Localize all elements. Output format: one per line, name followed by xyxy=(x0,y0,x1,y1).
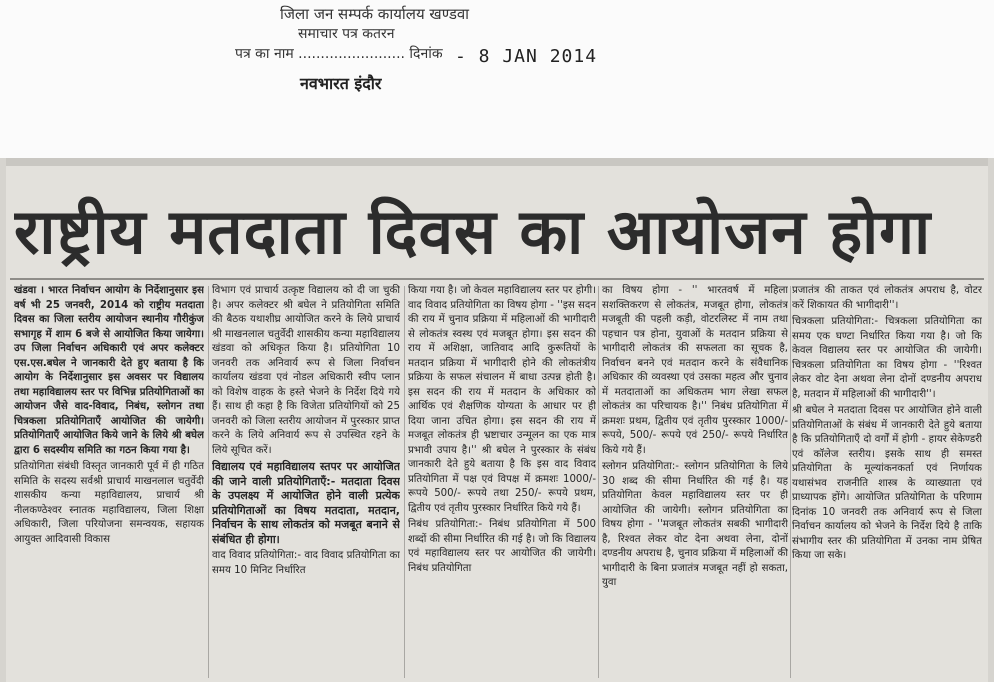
paragraph: किया गया है। जो केवल महाविद्यालय स्तर पर होगी। वाद विवाद प्रतियोगिता का विषय होगा - ''इस सदन की राय में चुनाव प्रक्रिया में महिलाओं की भागीदारी से लोकतंत्र स्वस्थ एवं मजबूत होगा। इस सदन की राय में अशिक्षा, जातिवाद आदि कुरूतियों के मतदान प्रक्रिया में भागीदारी होने की लोकतंत्रीय प्रक्रिया के सफल संचालन में बाधा उत्पन्न होती है। इस सदन की राय में मतदान के अधिकार को आर्थिक एवं शैक्षणिक योग्यता के आधार पर ही दिया जाना उचित होगा। इस सदन की राय में मजबूत लोकतंत्र ही भ्रष्टाचार उन्मूलन का एक मात्र प्रभावी उपाय है।'' श्री बघेल ने पुरस्कार के संबंध जानकारी देते हुये बताया है कि इस वाद विवाद प्रतियोगिता में पक्ष एवं विपक्ष में क्रमशः 1000/- रूपये 500/- रूपये तथा 250/- रूपये प्रथम, द्वितीय एवं तृतीय पुरस्कार निर्धारित किये गये हैं। xyxy=(408,285,596,514)
column-3 xyxy=(408,284,596,680)
column-divider xyxy=(790,286,791,678)
top-rule xyxy=(6,158,988,166)
paragraph: निबंध प्रतियोगिता:- निबंध प्रतियोगिता में 500 शब्दों की सीमा निर्धारित की गई है। जो कि विद्यालय एवं महाविद्यालय स्तर पर आयोजित की जायेगी। निबंध प्रतियोगिता xyxy=(408,519,596,574)
column-divider xyxy=(404,286,405,678)
paragraph: चित्रकला प्रतियोगिता:- चित्रकला प्रतियोगिता का समय एक घण्टा निर्धारित किया गया है। जो कि केवल विद्यालय स्तर पर आयोजित की जायेगी। चित्रकला प्रतियोगिता का विषय होगा - ''रिश्वत लेकर वोट देना अथवा लेना दोनों दण्डनीय अपराध है, मतदान में महिलाओं की भागीदारी''। xyxy=(792,316,982,400)
paragraph: का विषय होगा - '' भारतवर्ष में महिला सशक्तिकरण से लोकतंत्र, मजबूत होगा, लोकतंत्र मजबूती की पहली कड़ी, वोटरलिस्ट में नाम तथा पहचान पत्र होना, युवाओं के मतदान प्रक्रिया से भागीदारी लोकतंत्र की सफलता का सूचक है, निर्वाचन बनने एवं मतदान करने के संवैधानिक अधिकार की व्यवस्था एवं उसका महत्व और चुनाव में मतदाताओं का अधिकतम भाग लेखा सफल लोकतंत्र का परिचायक है।'' निबंध प्रतियोगिता में क्रमशः प्रथम, द्वितीय एवं तृतीय पुरस्कार 1000/- रूपये, 500/- रूपये एवं 250/- रूपये निर्धारित किये गये हैं। xyxy=(602,285,788,456)
headline: राष्ट्रीय मतदाता दिवस का आयोजन होगा xyxy=(14,195,932,268)
column-2 xyxy=(212,284,400,680)
headline-rule xyxy=(10,278,984,280)
paragraph: प्रजातंत्र की ताकत एवं लोकतंत्र अपराध है, वोटर करें शिकायत की भागीदारी''। xyxy=(792,285,982,311)
office-name: जिला जन सम्पर्क कार्यालय खण्डवा xyxy=(280,5,470,23)
column-5 xyxy=(792,284,982,680)
stamp-date: - 8 JAN 2014 xyxy=(455,46,598,67)
paragraph: वाद विवाद प्रतियोगिता:- वाद विवाद प्रतियोगिता का समय 10 मिनिट निर्धारित xyxy=(212,550,400,576)
clipping-label: समाचार पत्र कतरन xyxy=(298,26,395,42)
paragraph: स्लोगन प्रतियोगिता:- स्लोगन प्रतियोगिता के लिये 30 शब्द की सीमा निर्धारित की गई है। यह प्रतियोगिता केवल महाविद्यालय स्तर पर ही आयोजित की जायेगी। स्लोगन प्रतियोगिता का विषय होगा - ''मजबूत लोकतंत्र सबकी भागीदारी है, रिश्वत लेकर वोट देना अथवा लेना, दोनों दण्डनीय अपराध है, चुनाव प्रक्रिया में महिलाओं की भागीदारी के बिना प्रजातंत्र मजबूत नहीं हो सकता, युवा xyxy=(602,461,788,588)
column-4 xyxy=(602,284,788,680)
column-divider xyxy=(598,286,599,678)
paper-field: पत्र का नाम ........................ दिनांक xyxy=(235,46,443,62)
section-paragraph: विद्यालय एवं महाविद्यालय स्तपर पर आयोजित की जाने वाली प्रतियोगिताएँ:- मतदाता दिवस के उपलक्ष्य में आयोजित होने वाली प्रत्येक प्रतियोगिताओं का विषय मतदाता, मतदान, निर्वाचन के साथ लोकतंत्र को मजबूत बनाने से संबंधित ही होगा। xyxy=(212,460,400,546)
column-divider xyxy=(208,286,209,678)
clipping-paper xyxy=(6,158,988,682)
paragraph: खंडवा । भारत निर्वाचन आयोग के निर्देशानुसार इस वर्ष भी 25 जनवरी, 2014 को राष्ट्रीय मतदाता दिवस का जिला स्तरीय आयोजन स्थानीय गौरीकुंज सभागृह में शाम 6 बजे से आयोजित किया जायेगा। उप जिला निर्वाचन अधिकारी एवं अपर कलेक्टर एस.एस.बघेल ने जानकारी देते हुए बताया है कि आयोग के निर्देशानुसार इस अवसर पर विद्यालय तथा महाविद्यालय स्तर पर विभिन्न प्रतियोगिताओं का आयोजन जैसे वाद-विवाद, निबंध, स्लोगन तथा चित्रकला प्रतियोगिताएँ आयोजित की जायेगी। प्रतियोगिताएँ आयोजित किये जाने के लिये श्री बघेल द्वारा 6 सदस्यीय समिति का गठन किया गया है। xyxy=(14,285,204,456)
column-1 xyxy=(14,284,204,680)
paragraph: श्री बघेल ने मतदाता दिवस पर आयोजित होने वाली प्रतियोगिताओं के संबंध में जानकारी देते हुये बताया है कि प्रतियोगिताएँ दो वर्गों में होगी - हायर सेकेण्डरी एवं कॉलेज स्तरीय। इसके साथ ही समस्त प्रतियोगिता के मूल्यांकनकर्ता एवं निर्णायक यथासंभव राजनीति शास्त्र के व्याख्याता एवं प्राध्यापक होंगे। आयोजित प्रतियोगिता के परिणाम दिनांक 10 जनवरी तक अनिवार्य रूप से जिला निर्वाचन कार्यालय को भेजने के निर्देश दिये है ताकि संभागीय स्तर की प्रतियोगिता में उनका नाम प्रेषित किया जा सके। xyxy=(792,405,982,561)
paragraph: प्रतियोगिता संबंधी विस्तृत जानकारी पूर्व में ही गठित समिति के सदस्य सर्वश्री प्राचार्य माखनलाल चतुर्वेदी शासकीय कन्या महाविद्यालय, प्राचार्य श्री नीलकण्ठेश्वर स्नातक महाविद्यालय, जिला शिक्षा अधिकारी, जिला परियोजना समन्वयक, सहायक आयुक्त आदिवासी विकास xyxy=(14,461,204,545)
news-clipping xyxy=(0,158,994,682)
newspaper-name: नवभारत इंदौर xyxy=(300,74,382,93)
paragraph: विभाग एवं प्राचार्य उत्कृष्ट विद्यालय को दी जा चुकी है। अपर कलेक्टर श्री बघेल ने प्रतियोगिता समिति की बैठक यथाशीघ्र आयोजित करने के लिये प्राचार्य श्री माखनलाल चतुर्वेदी शासकीय कन्या महाविद्यालय खंडवा को अधिकृत किया है। प्रतियोगिता 10 जनवरी तक अनिवार्य रूप से जिला निर्वाचन कार्यालय खंडवा एवं नोडल अधिकारी स्वीप प्लान को विशेष वाहक के हस्ते भेजने के निर्देश दिये गये हैं। साथ ही कहा है कि विजेता प्रतियोगियों को 25 जनवरी को जिला स्तरीय आयोजन में पुरस्कार प्राप्त करने के लिये अनिवार्य रूप से उपस्थित रहने के लिये सूचित करें। xyxy=(212,285,400,456)
clipping-stamp xyxy=(0,0,994,160)
